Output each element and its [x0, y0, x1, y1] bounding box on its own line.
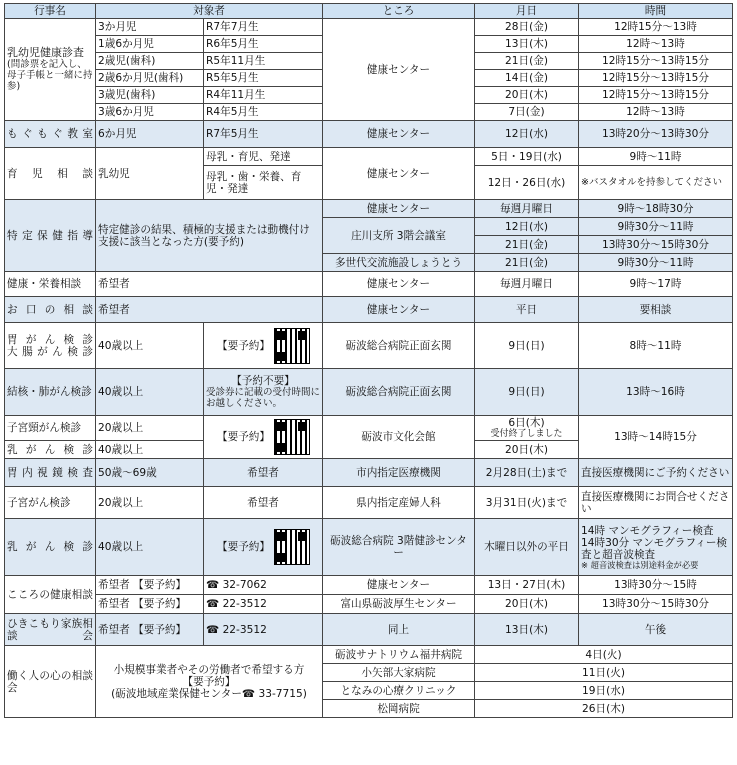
infant-time: 12時15分～13時15分	[579, 87, 733, 104]
mogu-born: R7年5月生	[204, 121, 323, 148]
table-row	[5, 200, 733, 218]
shikyu-reserve: 【要予約】	[204, 416, 323, 459]
infant-time: 12時15分～13時	[579, 19, 733, 36]
kokoro-date: 20日(木)	[475, 595, 579, 614]
header-event: 行事名	[5, 4, 96, 19]
hataraku-date: 19日(水)	[475, 682, 733, 700]
shikyu-age: 20歳以上	[96, 416, 204, 441]
ikuji-name: 育児相談	[5, 148, 96, 200]
hataraku-date: 26日(木)	[475, 700, 733, 718]
kokoro-target: 希望者 【要予約】	[96, 595, 204, 614]
nyugan2-date: 木曜日以外の平日	[475, 519, 579, 576]
hiki-name: ひきこもり家族相談会	[5, 614, 96, 646]
kenko-time: 9時～17時	[579, 272, 733, 297]
table-row	[5, 369, 733, 416]
infant-age: 1歳6か月児	[96, 36, 204, 53]
shikyu-date: 6日(木) 受付終了しました	[475, 416, 579, 441]
table-row	[5, 576, 733, 595]
tokutei-place: 健康センター	[323, 200, 475, 218]
kekkaku-date: 9日(日)	[475, 369, 579, 416]
table-row	[5, 646, 733, 664]
qr-code-icon[interactable]	[275, 420, 309, 454]
table-row	[5, 595, 733, 614]
header-target: 対象者	[96, 4, 323, 19]
igan-reserve: 【要予約】	[204, 323, 323, 369]
qr-code-icon[interactable]	[275, 530, 309, 564]
hiki-target: 希望者 【要予約】	[96, 614, 204, 646]
ikuji-date: 5日・19日(水)	[475, 148, 579, 166]
tokutei-date: 21日(金)	[475, 236, 579, 254]
qr-code-icon[interactable]	[275, 329, 309, 363]
kenko-place: 健康センター	[323, 272, 475, 297]
shikyu-name: 子宮頸がん検診	[5, 416, 96, 441]
tokutei-time: 9時～18時30分	[579, 200, 733, 218]
infant-place: 健康センター	[323, 19, 475, 121]
table-row	[5, 323, 733, 369]
kokoro-time: 13時30分～15時	[579, 576, 733, 595]
kekkaku-name: 結核・肺がん検診	[5, 369, 96, 416]
tokutei-place: 庄川支所 3階会議室	[323, 218, 475, 254]
infant-date: 7日(金)	[475, 104, 579, 121]
infant-age: 2歳児(歯科)	[96, 53, 204, 70]
ikuji-target: 乳幼児	[96, 148, 204, 200]
kekkaku-time: 13時～16時	[579, 369, 733, 416]
nyugan2-age: 40歳以上	[96, 519, 204, 576]
igan-age: 40歳以上	[96, 323, 204, 369]
infant-age: 3か月児	[96, 19, 204, 36]
infant-born: R4年11月生	[204, 87, 323, 104]
mogu-date: 12日(水)	[475, 121, 579, 148]
ikuji-note: ※バスタオルを持参してください	[579, 166, 733, 200]
infant-born: R5年11月生	[204, 53, 323, 70]
hiki-place: 同上	[323, 614, 475, 646]
inaishi-age: 50歳～69歳	[96, 459, 204, 487]
table-row	[5, 519, 733, 576]
table-row	[5, 416, 733, 441]
hataraku-place: となみの心療クリニック	[323, 682, 475, 700]
infant-born: R7年7月生	[204, 19, 323, 36]
tokutei-target: 特定健診の結果、積極的支援または動機付け支援に該当となった方(要予約)	[96, 200, 323, 272]
shikyugan-age: 20歳以上	[96, 487, 204, 519]
kokoro-name: こころの健康相談	[5, 576, 96, 614]
mogu-age: 6か月児	[96, 121, 204, 148]
header-place: ところ	[323, 4, 475, 19]
infant-age: 2歳6か月児(歯科)	[96, 70, 204, 87]
igan-place: 砺波総合病院正面玄関	[323, 323, 475, 369]
header-time: 時間	[579, 4, 733, 19]
infant-born: R5年5月生	[204, 70, 323, 87]
nyugan1-age: 40歳以上	[96, 441, 204, 459]
hiki-time: 午後	[579, 614, 733, 646]
tokutei-time: 9時30分～11時	[579, 218, 733, 236]
okuchi-target: 希望者	[96, 297, 323, 323]
shikyu-place: 砺波市文化会館	[323, 416, 475, 459]
inaishi-place: 市内指定医療機関	[323, 459, 475, 487]
nyugan2-name: 乳がん検診	[5, 519, 96, 576]
ikuji-place: 健康センター	[323, 148, 475, 200]
kenko-target: 希望者	[96, 272, 323, 297]
shikyugan-name: 子宮がん検診	[5, 487, 96, 519]
shikyugan-time: 直接医療機関にお問合せください	[579, 487, 733, 519]
header-date: 月日	[475, 4, 579, 19]
kokoro-date: 13日・27日(木)	[475, 576, 579, 595]
infant-date: 13日(木)	[475, 36, 579, 53]
health-schedule-table	[4, 3, 733, 718]
infant-age: 3歳児(歯科)	[96, 87, 204, 104]
inaishi-time: 直接医療機関にご予約ください	[579, 459, 733, 487]
table-row	[5, 19, 733, 36]
kokoro-time: 13時30分～15時30分	[579, 595, 733, 614]
shikyugan-date: 3月31日(火)まで	[475, 487, 579, 519]
infant-time: 12時～13時	[579, 36, 733, 53]
table-row	[5, 459, 733, 487]
hataraku-name: 働く人の心の相談会	[5, 646, 96, 718]
nyugan1-name: 乳がん検診	[5, 441, 96, 459]
tokutei-time: 9時30分～11時	[579, 254, 733, 272]
tokutei-name: 特定保健指導	[5, 200, 96, 272]
kenko-date: 毎週月曜日	[475, 272, 579, 297]
table-row	[5, 487, 733, 519]
infant-time: 12時15分～13時15分	[579, 70, 733, 87]
tokutei-time: 13時30分～15時30分	[579, 236, 733, 254]
nyugan2-reserve: 【要予約】	[204, 519, 323, 576]
mogu-name: もぐもぐ教室	[5, 121, 96, 148]
mogu-place: 健康センター	[323, 121, 475, 148]
ikuji-time: 9時～11時	[579, 148, 733, 166]
shikyugan-place: 県内指定産婦人科	[323, 487, 475, 519]
kekkaku-place: 砺波総合病院正面玄関	[323, 369, 475, 416]
shikyu-time: 13時～14時15分	[579, 416, 733, 459]
hiki-date: 13日(木)	[475, 614, 579, 646]
kekkaku-age: 40歳以上	[96, 369, 204, 416]
ikuji-date: 12日・26日(水)	[475, 166, 579, 200]
infant-date: 21日(金)	[475, 53, 579, 70]
tokutei-date: 21日(金)	[475, 254, 579, 272]
ikuji-topic: 母乳・歯・栄養、育児・発達	[204, 166, 323, 200]
igan-time: 8時～11時	[579, 323, 733, 369]
igan-name: 胃がん検診 大腸がん検診	[5, 323, 96, 369]
mogu-time: 13時20分～13時30分	[579, 121, 733, 148]
infant-born: R6年5月生	[204, 36, 323, 53]
kokoro-tel: ☎ 22-3512	[204, 595, 323, 614]
hataraku-target: 小規模事業者やその労働者で希望する方 【要予約】 (砺波地域産業保健センター☎ 33-7715)	[96, 646, 323, 718]
table-row	[5, 121, 733, 148]
kokoro-place: 健康センター	[323, 576, 475, 595]
nyugan1-date: 20日(木)	[475, 441, 579, 459]
table-row	[5, 148, 733, 166]
shikyugan-target: 希望者	[204, 487, 323, 519]
hiki-tel: ☎ 22-3512	[204, 614, 323, 646]
infant-date: 14日(金)	[475, 70, 579, 87]
kokoro-tel: ☎ 32-7062	[204, 576, 323, 595]
hataraku-place: 小矢部大家病院	[323, 664, 475, 682]
inaishi-target: 希望者	[204, 459, 323, 487]
table-row	[5, 272, 733, 297]
kokoro-target: 希望者 【要予約】	[96, 576, 204, 595]
infant-checkup-name: 乳幼児健康診査 (問診票を記入し、母子手帳と一緒に持参)	[5, 19, 96, 121]
ikuji-topic: 母乳・育児、発達	[204, 148, 323, 166]
inaishi-date: 2月28日(土)まで	[475, 459, 579, 487]
table-row	[5, 297, 733, 323]
tokutei-date: 毎週月曜日	[475, 200, 579, 218]
inaishi-name: 胃内視鏡検査	[5, 459, 96, 487]
okuchi-name: お口の相談	[5, 297, 96, 323]
table-row	[5, 614, 733, 646]
hataraku-date: 11日(火)	[475, 664, 733, 682]
infant-date: 20日(木)	[475, 87, 579, 104]
kokoro-place: 富山県砺波厚生センター	[323, 595, 475, 614]
hataraku-date: 4日(火)	[475, 646, 733, 664]
hataraku-place: 砺波サナトリウム福井病院	[323, 646, 475, 664]
hataraku-place: 松岡病院	[323, 700, 475, 718]
header-row	[5, 4, 733, 19]
infant-born: R4年5月生	[204, 104, 323, 121]
kekkaku-reserve: 【予約不要】 受診券に記載の受付時間にお越しください。	[204, 369, 323, 416]
infant-time: 12時～13時	[579, 104, 733, 121]
okuchi-place: 健康センター	[323, 297, 475, 323]
okuchi-date: 平日	[475, 297, 579, 323]
nyugan2-time: 14時 マンモグラフィー検査 14時30分 マンモグラフィー検査と超音波検査 ※ 超音波検査は別途料金が必要	[579, 519, 733, 576]
infant-time: 12時15分～13時15分	[579, 53, 733, 70]
infant-date: 28日(金)	[475, 19, 579, 36]
tokutei-date: 12日(水)	[475, 218, 579, 236]
tokutei-place: 多世代交流施設しょうとう	[323, 254, 475, 272]
infant-age: 3歳6か月児	[96, 104, 204, 121]
igan-date: 9日(日)	[475, 323, 579, 369]
nyugan2-place: 砺波総合病院 3階健診センター	[323, 519, 475, 576]
kenko-name: 健康・栄養相談	[5, 272, 96, 297]
okuchi-time: 要相談	[579, 297, 733, 323]
